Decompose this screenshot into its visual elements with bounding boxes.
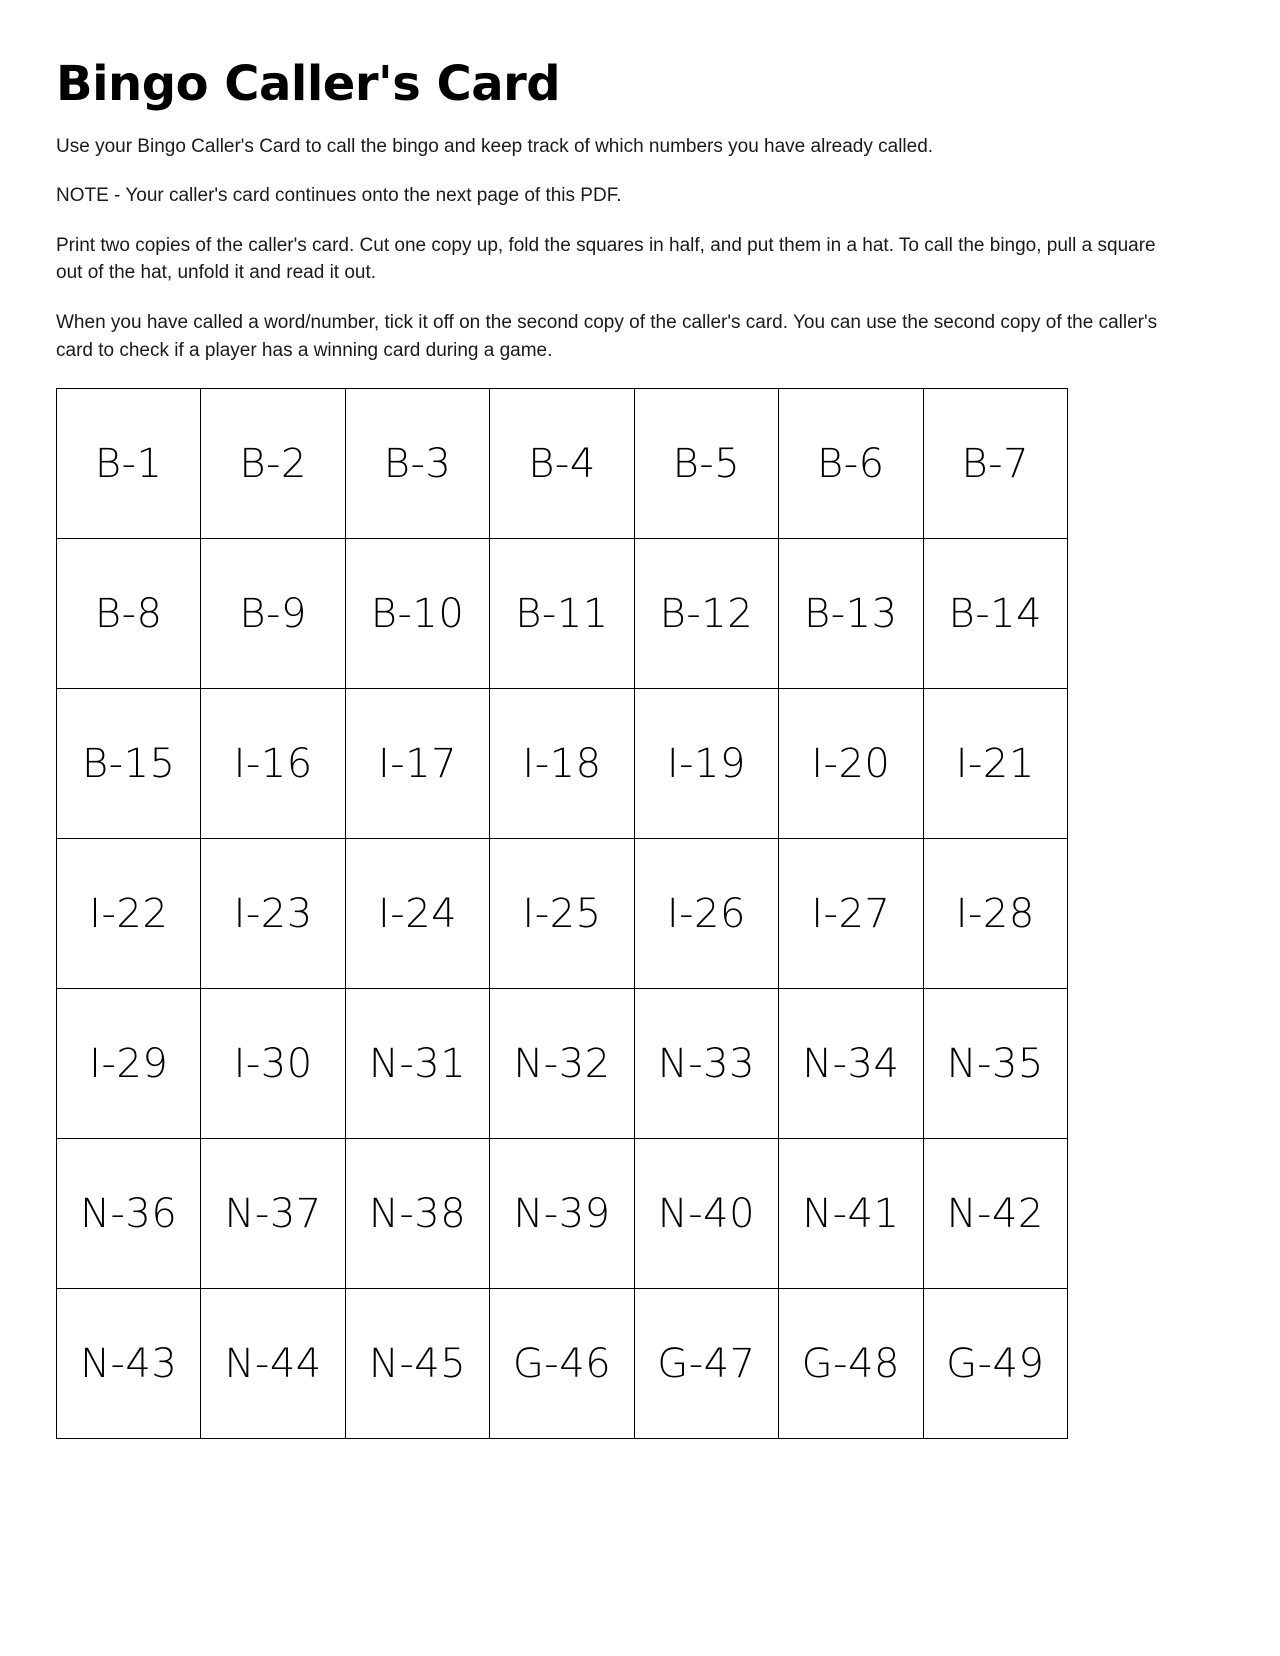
bingo-cell[interactable]: B-5 [634,389,778,539]
table-row [57,689,1068,839]
bingo-cell[interactable]: I-26 [634,839,778,989]
table-row [57,539,1068,689]
bingo-cell[interactable]: N-37 [201,1139,345,1289]
bingo-cell[interactable]: B-10 [345,539,489,689]
bingo-cell[interactable]: I-19 [634,689,778,839]
bingo-cell[interactable]: B-2 [201,389,345,539]
bingo-cell[interactable]: I-17 [345,689,489,839]
intro-text [56,133,1224,364]
bingo-cell[interactable]: B-14 [923,539,1067,689]
bingo-cell[interactable]: I-18 [490,689,634,839]
bingo-cell[interactable]: I-22 [57,839,201,989]
table-row [57,1139,1068,1289]
bingo-cell[interactable]: B-12 [634,539,778,689]
bingo-caller-grid [56,388,1068,1439]
bingo-cell[interactable]: N-39 [490,1139,634,1289]
bingo-cell[interactable]: B-11 [490,539,634,689]
bingo-cell[interactable]: N-45 [345,1289,489,1439]
page-title: Bingo Caller's Card [56,56,561,112]
bingo-cell[interactable]: N-38 [345,1139,489,1289]
bingo-cell[interactable]: B-7 [923,389,1067,539]
bingo-cell[interactable]: N-40 [634,1139,778,1289]
bingo-cell[interactable]: I-27 [779,839,923,989]
bingo-cell[interactable]: B-13 [779,539,923,689]
table-row [57,389,1068,539]
table-row [57,989,1068,1139]
bingo-cell[interactable]: G-46 [490,1289,634,1439]
bingo-cell[interactable]: B-15 [57,689,201,839]
table-row [57,1289,1068,1439]
bingo-cell[interactable]: N-33 [634,989,778,1139]
bingo-grid-body [57,389,1068,1439]
bingo-cell[interactable]: B-4 [490,389,634,539]
bingo-cell[interactable]: N-44 [201,1289,345,1439]
bingo-cell[interactable]: B-6 [779,389,923,539]
bingo-cell[interactable]: G-48 [779,1289,923,1439]
bingo-cell[interactable]: G-47 [634,1289,778,1439]
bingo-cell[interactable]: N-42 [923,1139,1067,1289]
bingo-cell[interactable]: B-1 [57,389,201,539]
bingo-cell[interactable]: I-30 [201,989,345,1139]
bingo-cell[interactable]: B-8 [57,539,201,689]
print-instructions-paragraph: Print two copies of the caller's card. Cut one copy up, fold the squares in half, and put them in a hat. To call the bingo, pull a square out of the hat, unfold it and read it out. [56,234,1156,284]
bingo-cell[interactable]: B-9 [201,539,345,689]
bingo-cell[interactable]: N-41 [779,1139,923,1289]
bingo-cell[interactable]: N-43 [57,1289,201,1439]
bingo-cell[interactable]: I-24 [345,839,489,989]
bingo-cell[interactable]: I-25 [490,839,634,989]
bingo-cell[interactable]: I-20 [779,689,923,839]
bingo-cell[interactable]: N-35 [923,989,1067,1139]
bingo-cell[interactable]: G-49 [923,1289,1067,1439]
bingo-cell[interactable]: N-32 [490,989,634,1139]
intro-paragraph: Use your Bingo Caller's Card to call the bingo and keep track of which numbers you have already called. [56,135,934,157]
bingo-cell[interactable]: B-3 [345,389,489,539]
bingo-cell[interactable]: N-36 [57,1139,201,1289]
bingo-cell[interactable]: I-21 [923,689,1067,839]
table-row [57,839,1068,989]
bingo-cell[interactable]: N-31 [345,989,489,1139]
bingo-cell[interactable]: N-34 [779,989,923,1139]
note-paragraph: NOTE - Your caller's card continues onto the next page of this PDF. [56,185,622,207]
bingo-cell[interactable]: I-28 [923,839,1067,989]
bingo-cell[interactable]: I-23 [201,839,345,989]
bingo-cell[interactable]: I-16 [201,689,345,839]
tracking-instructions-paragraph: When you have called a word/number, tick it off on the second copy of the caller's card. You can use the second copy of the caller's card to check if a player has a winning card during a game. [56,311,1158,361]
bingo-cell[interactable]: I-29 [57,989,201,1139]
